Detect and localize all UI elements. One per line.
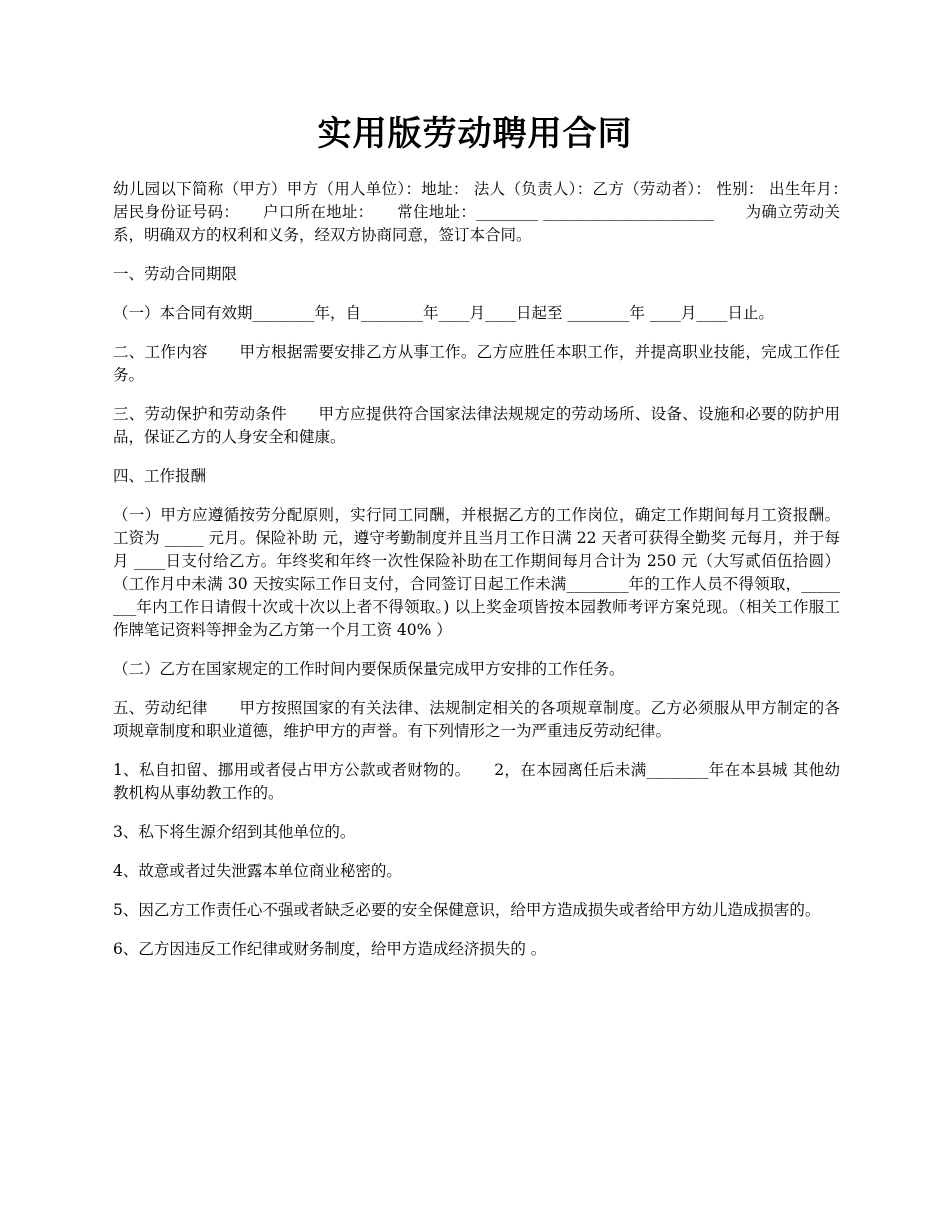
discipline-item-4: 4、故意或者过失泄露本单位商业秘密的。 bbox=[113, 862, 402, 880]
document-body bbox=[113, 178, 872, 977]
discipline-item-6: 6、乙方因违反工作纪律或财务制度，给甲方造成经济损失的 。 bbox=[113, 940, 547, 958]
section-heading-pay: 四、工作报酬 bbox=[113, 467, 207, 485]
section-heading-term: 一、劳动合同期限 bbox=[113, 265, 238, 283]
pay-details-paragraph: （一）甲方应遵循按劳分配原则，实行同工同酬，并根据乙方的工作岗位，确定工作期间每月工资报酬。工资为 _____ 元月。保险补助 元，遵守考勤制度并且当月工作日满 22 天者可获得全勤奖 元每月，并于每月 ____日支付给乙方。年终奖和年终一次性保险补助在工作期间每月合计为 250 元（大写贰佰伍拾圆）（工作月中未满 30 天按实际工作日支付，合同签订日起工作未满________年的工作人员不得领取，________年内工作日请假十次或十次以上者不得领取。) 以上奖金项皆按本园教师考评方案兑现。（相关工作服工作牌笔记资料等押金为乙方第一个月工资 40% ） bbox=[113, 506, 840, 639]
work-content-paragraph: 二、工作内容 甲方根据需要安排乙方从事工作。乙方应胜任本职工作，并提高职业技能，完成工作任务。 bbox=[113, 343, 840, 384]
discipline-item-3: 3、私下将生源介绍到其他单位的。 bbox=[113, 823, 356, 841]
discipline-item-1-2: 1、私自扣留、挪用或者侵占甲方公款或者财物的。 2，在本园离任后未满________年在本县城 其他幼教机构从事幼教工作的。 bbox=[113, 761, 840, 802]
discipline-item-5: 5、因乙方工作责任心不强或者缺乏必要的安全保健意识，给甲方造成损失或者给甲方幼儿造成损害的。 bbox=[113, 901, 821, 919]
contract-term-paragraph: （一）本合同有效期________年，自________年____月____日起至 ________年 ____月____日止。 bbox=[113, 304, 774, 322]
document-title: 实用版劳动聘用合同 bbox=[317, 114, 633, 154]
contract-parties-paragraph: 幼儿园以下简称（甲方）甲方（用人单位）：地址： 法人（负责人）：乙方（劳动者）： 性别： 出生年月： 居民身份证号码： 户口所在地址： 常住地址：________ ______________________ 为确立劳动关系，明确双方的权利和义务，经双方协商同意，签订本合同。 bbox=[113, 180, 872, 244]
work-task-paragraph: （二）乙方在国家规定的工作时间内要保质保量完成甲方安排的工作任务。 bbox=[113, 660, 625, 678]
labor-protection-paragraph: 三、劳动保护和劳动条件 甲方应提供符合国家法律法规规定的劳动场所、设备、设施和必要的防护用品，保证乙方的人身安全和健康。 bbox=[113, 405, 840, 446]
labor-discipline-paragraph: 五、劳动纪律 甲方按照国家的有关法律、法规制定相关的各项规章制度。乙方必须服从甲方制定的各项规章制度和职业道德，维护甲方的声誉。有下列情形之一为严重违反劳动纪律。 bbox=[113, 699, 840, 740]
